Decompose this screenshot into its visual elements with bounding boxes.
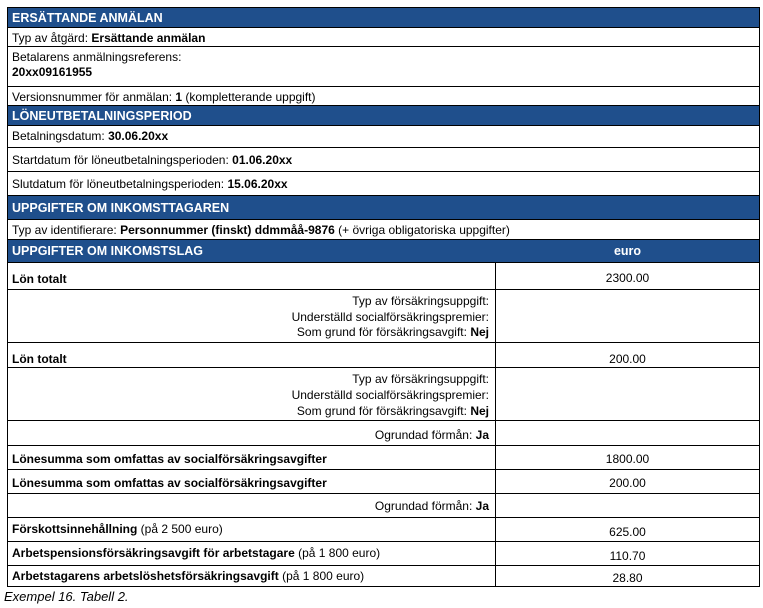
payer-reference-row: [8, 47, 759, 87]
income-label: Lönesumma som omfattas av socialförsäkringsavgifter: [12, 476, 327, 490]
income-value: 28.80: [612, 571, 643, 585]
end-date-row: [8, 172, 759, 196]
income-value: 200.00: [609, 476, 646, 490]
section-header-income-earner: [8, 196, 759, 220]
income-value: 625.00: [609, 525, 646, 539]
income-row-pension: [8, 542, 759, 566]
currency-header: euro: [613, 244, 642, 258]
start-date: Startdatum för löneutbetalningsperioden: 01.06.20xx: [12, 153, 293, 167]
unfounded-benefit-2: Ogrundad förmån: Ja: [8, 494, 759, 518]
income-row-wage-sum-2: [8, 470, 759, 494]
section-title: LÖNEUTBETALNINGSPERIOD: [12, 109, 192, 123]
identifier: Typ av identifierare: Personnummer (finskt) ddmmåå-9876 (+ övriga obligatoriska uppgifter): [12, 223, 510, 237]
insurance-info-2: Typ av försäkringsuppgift: Underställd socialförsäkringspremier: Som grund för försäkringsavgift: Nej: [8, 368, 759, 421]
income-label: Lön totalt: [12, 352, 67, 366]
section-title: UPPGIFTER OM INKOMSTTAGAREN: [12, 201, 230, 215]
income-value: 200.00: [609, 352, 646, 366]
report-table: [7, 7, 760, 587]
income-label: Lönesumma som omfattas av socialförsäkringsavgifter: [12, 452, 327, 466]
income-value: 2300.00: [605, 271, 650, 285]
income-label: Lön totalt: [12, 272, 67, 286]
income-label: Arbetstagarens arbetslöshetsförsäkringsavgift (på 1 800 euro): [12, 569, 365, 583]
income-value: 1800.00: [605, 452, 650, 466]
income-value: 110.70: [609, 549, 646, 563]
payment-date-row: [8, 126, 759, 148]
payer-reference: Betalarens anmälningsreferens: 20xx09161955: [12, 50, 182, 79]
action-type: Typ av åtgärd: Ersättande anmälan: [12, 31, 206, 45]
section-title: ERSÄTTANDE ANMÄLAN: [12, 11, 163, 25]
section-header-pay-period: [8, 106, 759, 126]
section-header-replacement: [8, 8, 759, 28]
insurance-info-1: Typ av försäkringsuppgift: Underställd socialförsäkringspremier: Som grund för försäkringsavgift: Nej: [8, 290, 759, 343]
income-row-salary-2: [8, 343, 759, 368]
income-row-wage-sum-1: [8, 446, 759, 470]
section-header-income-types: [8, 240, 759, 263]
income-label: Arbetspensionsförsäkringsavgift för arbetstagare (på 1 800 euro): [12, 546, 381, 560]
version-row: [8, 87, 759, 106]
income-row-unemployment: [8, 566, 759, 586]
version-number: Versionsnummer för anmälan: 1 (kompletterande uppgift): [12, 90, 316, 104]
caption: Exempel 16. Tabell 2.: [4, 589, 129, 604]
income-row-withholding: [8, 518, 759, 542]
section-title: UPPGIFTER OM INKOMSTSLAG: [12, 244, 203, 258]
action-type-row: [8, 28, 759, 47]
start-date-row: [8, 148, 759, 172]
end-date: Slutdatum för löneutbetalningsperioden: 15.06.20xx: [12, 177, 288, 191]
income-label: Förskottsinnehållning (på 2 500 euro): [12, 522, 223, 536]
unfounded-benefit-1: Ogrundad förmån: Ja: [8, 421, 759, 446]
income-row-salary-1: [8, 263, 759, 290]
identifier-row: [8, 220, 759, 240]
payment-date: Betalningsdatum: 30.06.20xx: [12, 129, 169, 143]
